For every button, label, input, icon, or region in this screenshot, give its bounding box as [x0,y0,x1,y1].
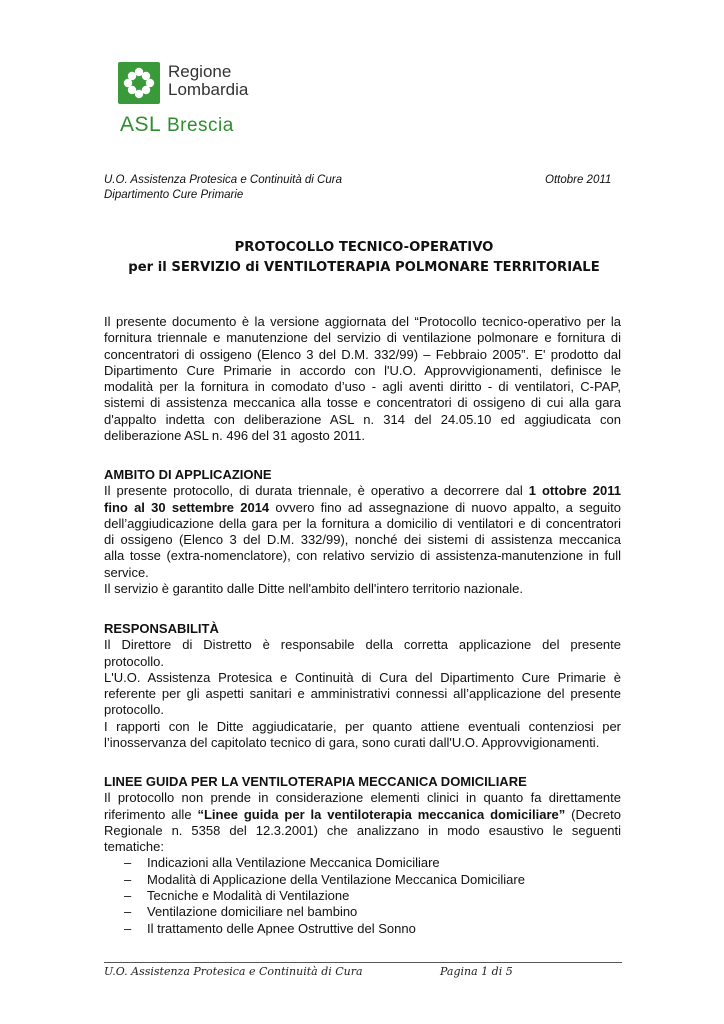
resp-line: I rapporti con le Ditte aggiudicatarie, per quanto attiene eventuali contenziosi per [104,718,621,734]
logo-asl-text: ASL [120,113,162,136]
intro-line: d'appalto indetta con deliberazione ASL n. 314 del 24.05.10 ed aggiudicata con [104,411,621,427]
intro-line: concentratori di ossigeno (Elenco 3 del D.M. 332/99) – Febbraio 2005”. E' prodotto dal [104,346,621,362]
intro-paragraph [104,314,621,444]
dash-bullet: – [124,855,132,871]
logo-region-line2: Lombardia [168,80,249,99]
ambito-line: Il servizio è garantito dalle Ditte nell'ambito dell'intero territorio nazionale. [104,581,524,597]
linee-line: tematiche: [104,839,164,855]
ambito-line: dell’aggiudicazione della gara per la fornitura a domicilio di ventilatori e di concentratori [104,515,621,531]
title-line2: per il SERVIZIO di VENTILOTERAPIA POLMONARE TERRITORIALE [128,260,600,275]
resp-line: protocollo. [104,653,164,669]
ambito-line: service. [104,564,149,580]
list-item: – Ventilazione domiciliare nel bambino [124,904,358,920]
intro-line: deliberazione ASL n. 496 del 31 agosto 2011. [104,428,365,444]
ambito-line: fino al 30 settembre 2014 ovvero fino ad assegnazione di nuovo appalto, a seguito [104,499,621,515]
topics-list [104,855,621,936]
intro-line: sistemi di assistenza meccanica alla tosse e concentratori di ossigeno di cui alla gara [104,395,621,411]
linee-line: riferimento alle “Linee guida per la ventiloterapia meccanica domiciliare” (Decreto [104,806,622,822]
resp-line: Il Direttore di Distretto è responsabile della corretta applicazione del presente [104,637,621,653]
ambito-line: alla tosse (extra-nomenclatore), con relativo servizio di assistenza-manutenzione in full [104,548,621,564]
section-responsabilita [104,621,621,751]
list-item: – Indicazioni alla Ventilazione Meccanica Domiciliare [124,855,440,871]
ambito-line: di ossigeno (Elenco 3 del D.M. 332/99), nonché dei sistemi di assistenza meccanica [104,532,621,548]
section-heading-ambito: AMBITO DI APPLICAZIONE [104,467,272,482]
dash-bullet: – [124,871,132,887]
footer-unit: U.O. Assistenza Protesica e Continuità di Cura [104,965,363,978]
section-heading-linee-guida: LINEE GUIDA PER LA VENTILOTERAPIA MECCANICA DOMICILIARE [104,774,527,789]
section-heading-responsabilita: RESPONSABILITÀ [104,621,219,636]
document-title [104,238,624,278]
logo-city-text: Brescia [166,115,234,136]
dash-bullet: – [124,920,132,936]
ambito-line: Il presente protocollo, di durata triennale, è operativo a decorrere dal 1 ottobre 2011 [104,483,621,499]
footer-page-number: Pagina 1 di 5 [440,965,513,978]
intro-line: fornitura triennale e manutenzione del servizio di ventilazione polmonare e fornitura di [104,330,621,346]
header-department: Dipartimento Cure Primarie [104,189,244,201]
linee-line: Il protocollo non prende in considerazione elementi clinici in quanto fa direttamente [104,790,621,806]
header-unit: U.O. Assistenza Protesica e Continuità di Cura [104,174,342,186]
document-header-unit [104,173,342,203]
dash-bullet: – [124,904,132,920]
linee-line: Regionale n. 5358 del 12.3.2001) che analizzano in modo esaustivo le seguenti [104,822,621,838]
list-item: – Tecniche e Modalità di Ventilazione [124,888,350,904]
logo-region-line1: Regione [168,62,232,81]
title-line1: PROTOCOLLO TECNICO-OPERATIVO [234,240,494,255]
intro-line: modalità per la fornitura in comodato d’uso - agli aventi diritto - di ventilatori, C-PAP, [104,379,621,395]
logo [118,62,278,142]
list-item: – Modalità di Applicazione della Ventilazione Meccanica Domiciliare [124,871,525,887]
intro-line: Dipartimento Cure Primarie in accordo con l'U.O. Approvvigionamenti, definisce le [104,362,621,378]
dash-bullet: – [124,888,132,904]
logo-asl-brescia [120,115,234,136]
resp-line: l’inosservanza del capitolato tecnico di gara, sono curati dall'U.O. Approvvigionamenti. [104,735,600,751]
footer-rule [104,962,622,963]
section-linee-guida [104,774,621,937]
resp-line: protocollo. [104,702,164,718]
resp-line: L'U.O. Assistenza Protesica e Continuità di Cura del Dipartimento Cure Primarie è [104,669,621,685]
header-date: Ottobre 2011 [545,174,612,186]
regione-lombardia-emblem [118,62,160,104]
section-ambito [104,467,621,597]
resp-line: referente per gli aspetti sanitari e amministrativi connessi all’applicazione del presente [104,686,621,702]
intro-line: Il presente documento è la versione aggiornata del “Protocollo tecnico-operativo per la [104,314,621,329]
list-item: – Il trattamento delle Apnee Ostruttive del Sonno [124,920,416,936]
logo-region-name [168,63,248,99]
